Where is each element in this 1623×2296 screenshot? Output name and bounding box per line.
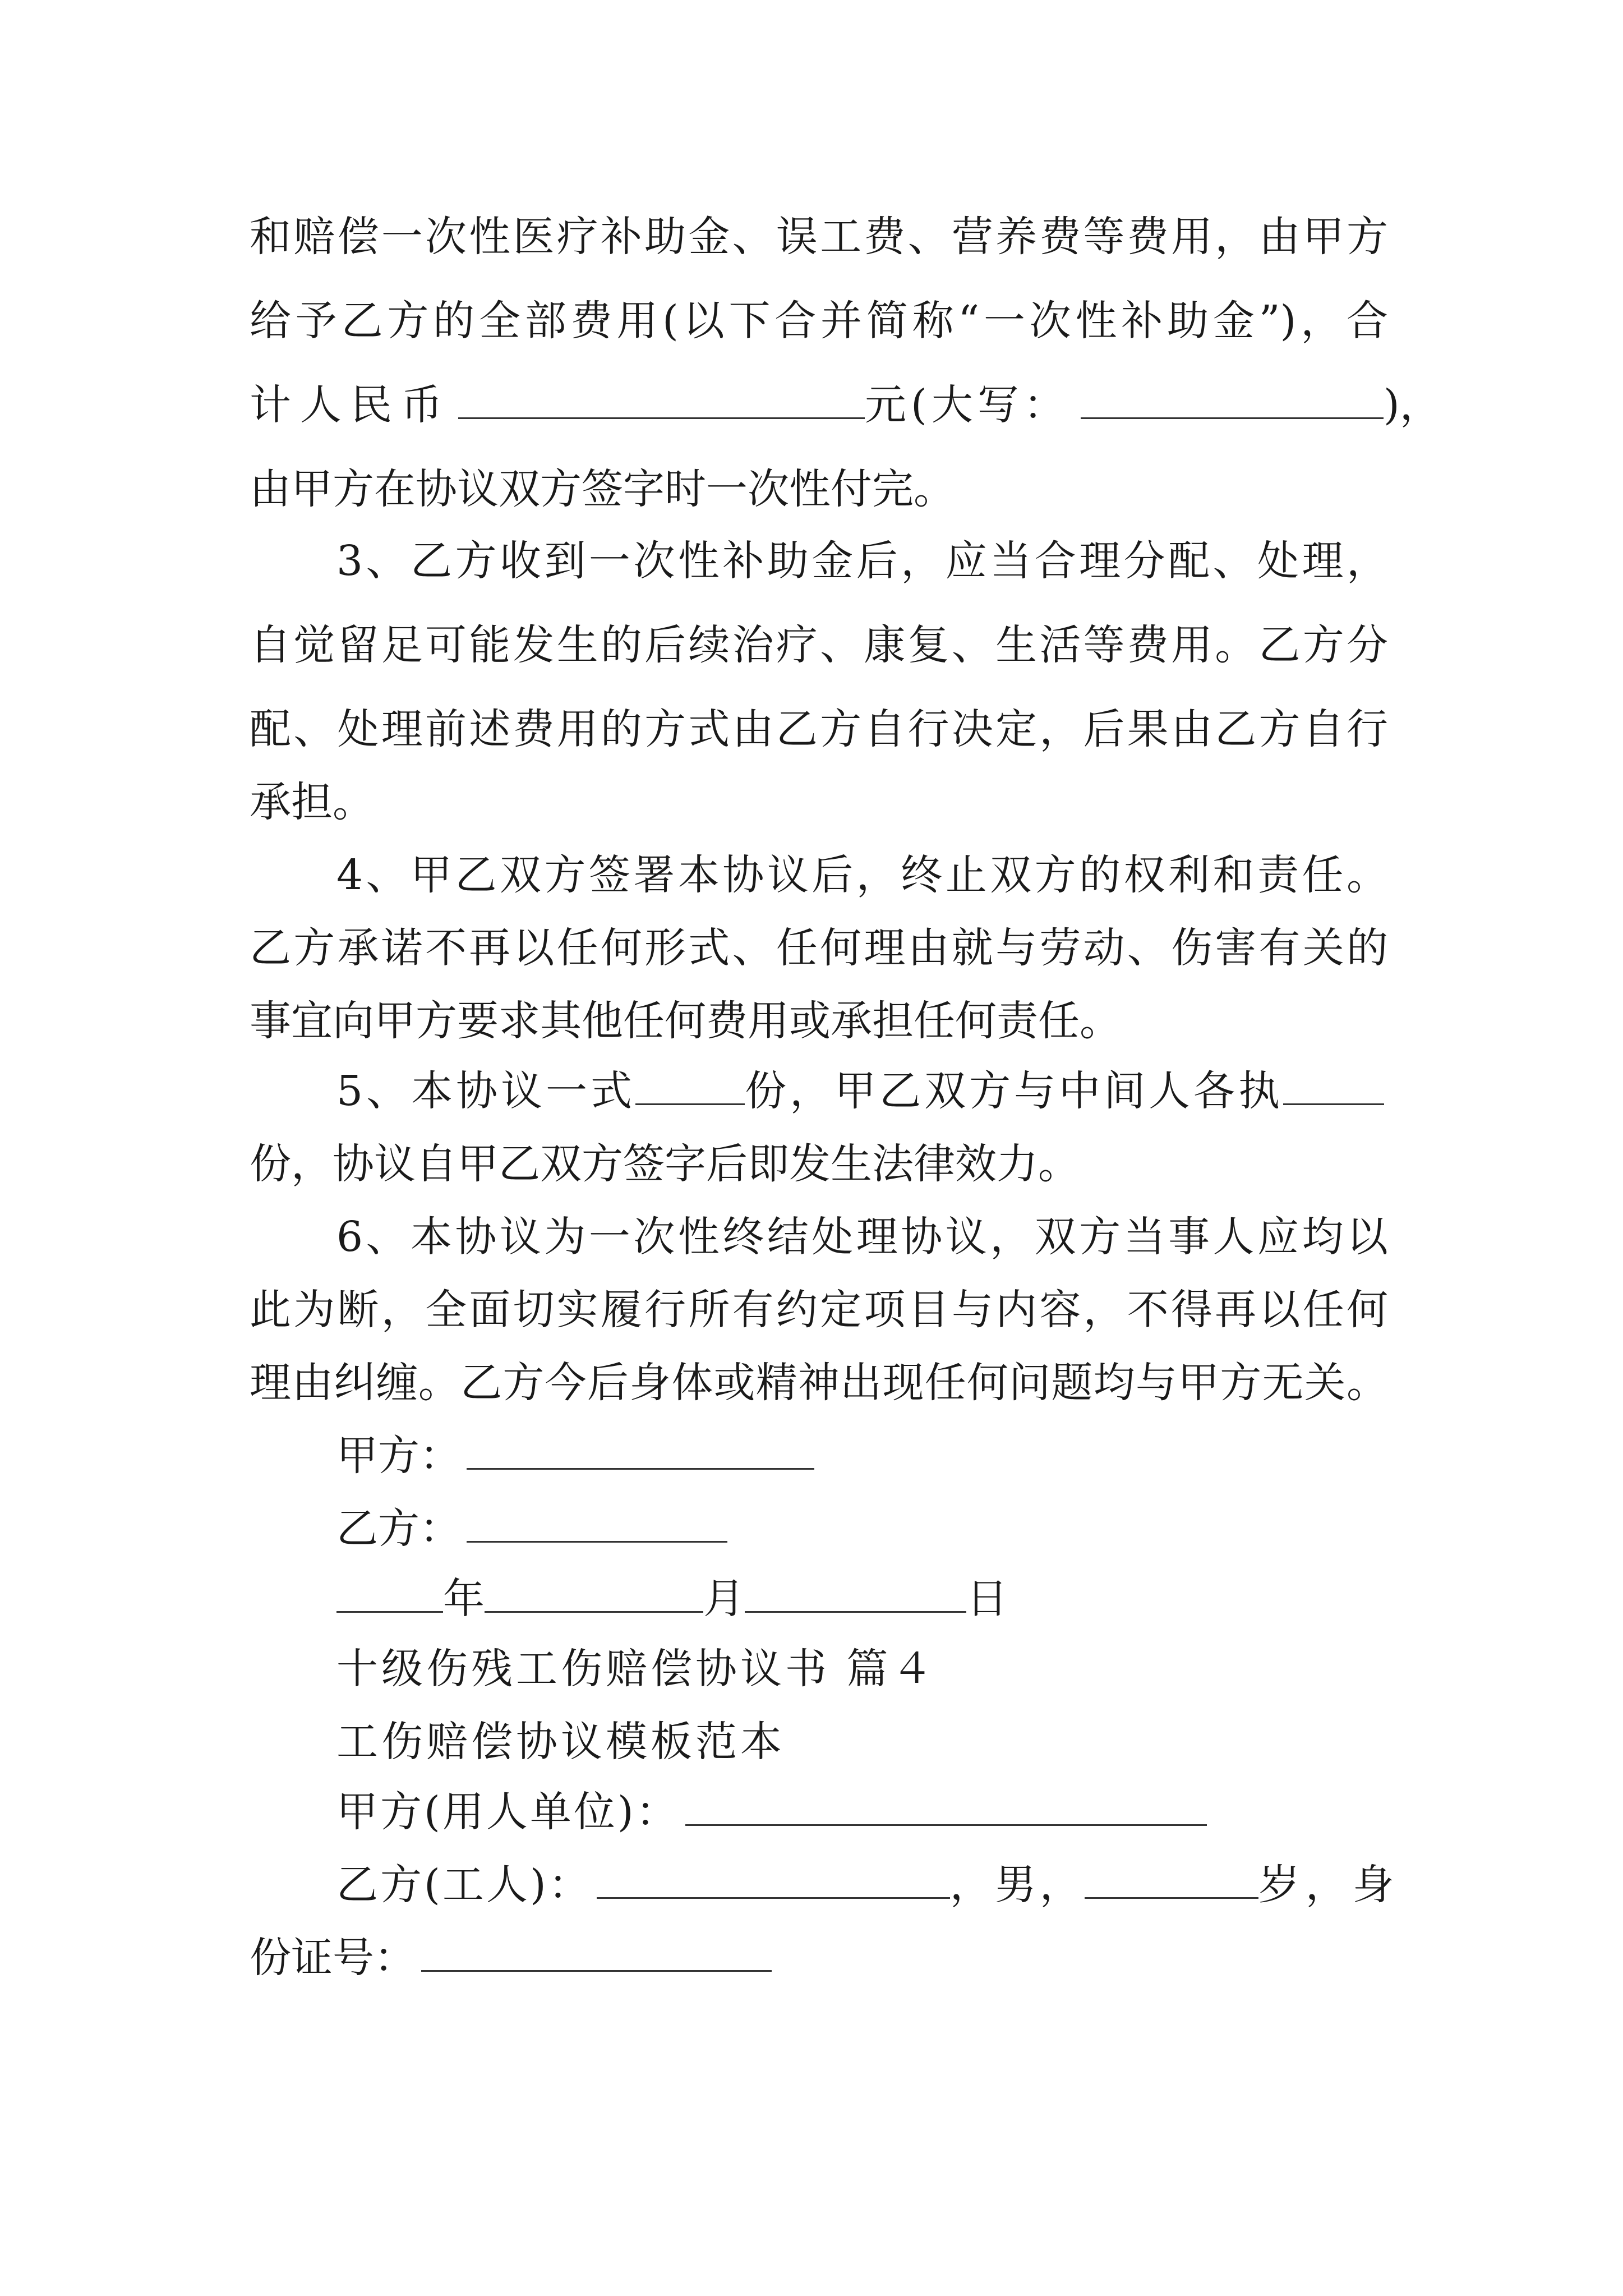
text-line: 事宜向甲方要求其他任何费用或承担任何责任。: [250, 997, 1121, 1045]
text-segment: 份证号：: [250, 1934, 416, 1982]
text-line: 给予乙方的全部费用(以下合并简称“一次性补助金”)，合: [250, 297, 1388, 345]
text-segment: 日: [966, 1575, 1008, 1623]
text-line: 由甲方在协议双方签字时一次性付完。: [250, 465, 955, 513]
id-number-blank[interactable]: [421, 1930, 772, 1972]
text-segment: 岁，身: [1258, 1861, 1400, 1909]
party-a-blank[interactable]: [467, 1428, 814, 1470]
employer-blank[interactable]: [685, 1784, 1207, 1826]
text-line: [250, 377, 1441, 433]
id-line: [250, 1930, 1388, 1986]
text-line: 自觉留足可能发生的后续治疗、康复、生活等费用。乙方分: [250, 621, 1388, 669]
text-segment: 甲方(用人单位)：: [336, 1788, 680, 1836]
text-segment: 5、本协议一式: [336, 1067, 636, 1115]
worker-name-blank[interactable]: [597, 1857, 950, 1899]
text-line: 配、处理前述费用的方式由乙方自行决定，后果由乙方自行: [250, 705, 1388, 753]
subheading: 工伤赔偿协议模板范本: [336, 1718, 785, 1766]
text-line: 乙方承诺不再以任何形式、任何理由就与劳动、伤害有关的: [250, 924, 1388, 972]
age-blank[interactable]: [1085, 1857, 1258, 1899]
copies-blank[interactable]: [635, 1063, 745, 1105]
text-segment: 月: [703, 1575, 745, 1623]
text-line: 理由纠缠。乙方今后身体或精神出现任何问题均与甲方无关。: [250, 1359, 1388, 1407]
text-line: 份，协议自甲乙双方签字后即发生法律效力。: [250, 1140, 1080, 1188]
text-segment: 年: [443, 1575, 485, 1623]
text-segment: 乙方(工人)：: [336, 1861, 592, 1909]
text-segment: 份，甲乙双方与中间人各执: [745, 1067, 1284, 1115]
worker-line: [336, 1857, 1400, 1913]
text-segment: )，: [1383, 381, 1441, 429]
text-line: 3、乙方收到一次性补助金后，应当合理分配、处理，: [336, 537, 1388, 585]
year-blank[interactable]: [336, 1571, 443, 1613]
text-segment: 元(大写：: [865, 381, 1069, 429]
text-segment: 乙方：: [336, 1504, 461, 1553]
text-line: 4、甲乙双方签署本协议后，终止双方的权利和责任。: [336, 851, 1388, 899]
text-segment: 甲方：: [336, 1432, 461, 1480]
text-line: 此为断，全面切实履行所有约定项目与内容，不得再以任何: [250, 1286, 1388, 1334]
party-b-blank[interactable]: [467, 1501, 727, 1543]
party-a-signature-line: [336, 1428, 1388, 1484]
text-line: [336, 1063, 1388, 1119]
employer-line: [336, 1784, 1388, 1840]
month-blank[interactable]: [485, 1571, 703, 1613]
text-segment: ，男，: [949, 1861, 1085, 1909]
amount-words-blank[interactable]: [1081, 377, 1384, 419]
day-blank[interactable]: [745, 1571, 966, 1613]
amount-blank[interactable]: [458, 377, 865, 419]
copies-each-blank[interactable]: [1283, 1063, 1384, 1105]
section-heading: 十级伤残工伤赔偿协议书 篇４: [336, 1645, 937, 1693]
date-line: [336, 1571, 1388, 1627]
party-b-signature-line: [336, 1501, 1388, 1557]
text-line: 6、本协议为一次性终结处理协议，双方当事人应均以: [336, 1213, 1388, 1261]
text-line: 承担。: [250, 778, 374, 826]
text-line: 和赔偿一次性医疗补助金、误工费、营养费等费用，由甲方: [250, 213, 1388, 261]
text-segment: 计人民币: [250, 381, 451, 429]
